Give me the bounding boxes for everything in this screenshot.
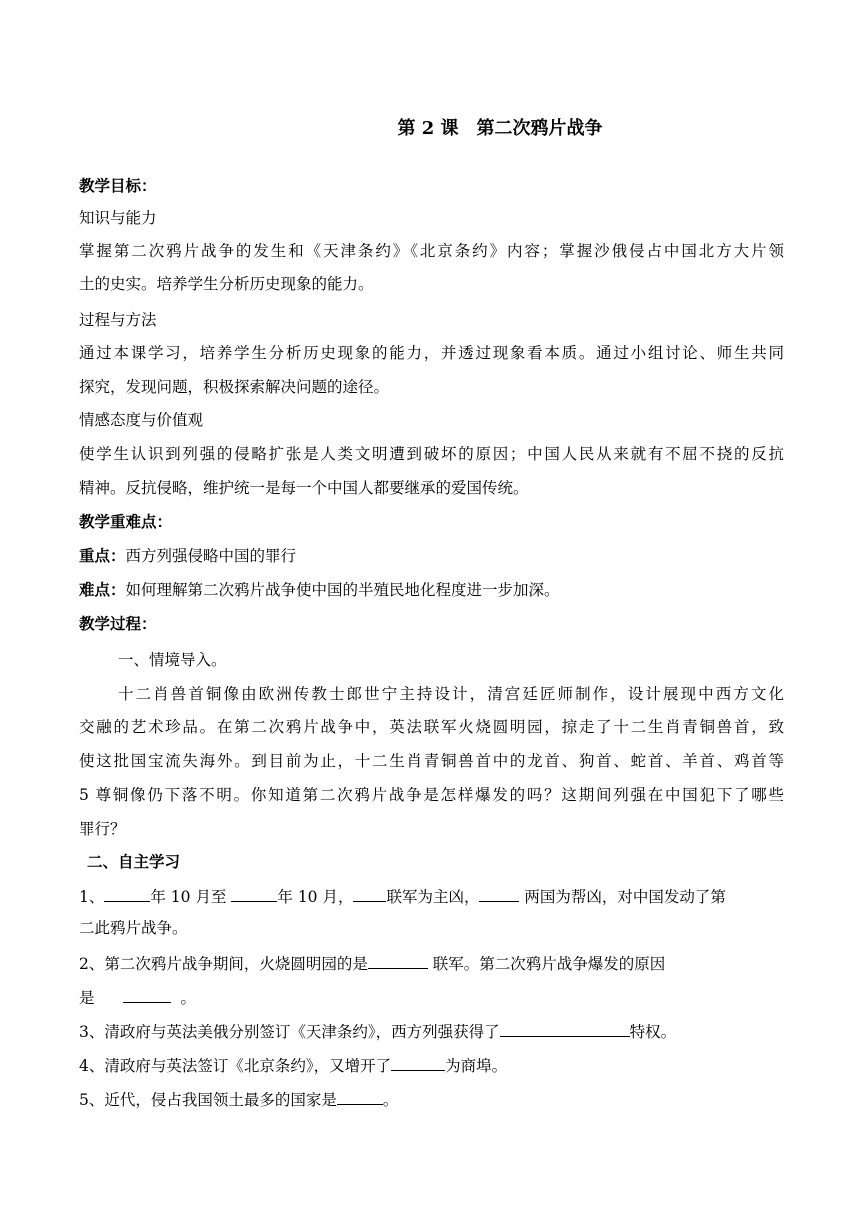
answer-blank[interactable]	[479, 886, 519, 902]
intro-line-5: 罪行？	[79, 820, 126, 838]
self-study-title: 二、自主学习	[87, 852, 181, 871]
question-3	[79, 1021, 784, 1042]
emotion-line-1: 使学生认识到列强的侵略扩张是人类文明遭到破坏的原因；中国人民从来就有不屈不挠的反抗	[79, 445, 784, 463]
question-5-text-b: 。	[382, 1091, 399, 1109]
answer-blank[interactable]	[104, 886, 150, 902]
process-method-line-2: 探究，发现问题，积极探索解决问题的途径。	[79, 378, 390, 396]
intro-line-4: 5 尊铜像仍下落不明。你知道第二次鸦片战争是怎样爆发的吗？这期间列强在中国犯下了哪些	[79, 786, 784, 804]
question-1-text-b: 年 10 月，	[277, 888, 354, 906]
key-point-text: 西方列强侵略中国的罪行	[125, 547, 297, 565]
question-3-text-a: 3、清政府与英法美俄分别签订《天津条约》，西方列强获得了	[79, 1023, 500, 1041]
answer-blank[interactable]	[353, 886, 386, 902]
question-5	[79, 1089, 784, 1110]
question-2	[79, 953, 784, 974]
answer-blank[interactable]	[391, 1055, 445, 1071]
process-heading: 教学过程：	[79, 614, 157, 633]
question-2-text-d: 。	[180, 989, 197, 1007]
emotion-label: 情感态度与价值观	[79, 411, 204, 429]
intro-line-3: 使这批国宝流失海外。到目前为止，十二生肖青铜兽首中的龙首、狗首、蛇首、羊首、鸡首等	[79, 752, 784, 770]
objectives-heading: 教学目标：	[79, 176, 157, 195]
answer-blank[interactable]	[337, 1089, 383, 1105]
intro-title: 一、情境导入。	[118, 651, 227, 669]
question-1-line-2: 二此鸦片战争。	[79, 919, 188, 937]
difficult-point	[79, 580, 784, 600]
knowledge-text-line-2: 土的史实。培养学生分析历史现象的能力。	[79, 275, 374, 293]
process-method-label: 过程与方法	[79, 311, 157, 329]
question-4-text-b: 为商埠。	[445, 1057, 508, 1075]
difficult-point-label: 难点：	[79, 580, 126, 599]
question-3-text-b: 特权。	[629, 1023, 677, 1041]
question-2-text-a: 2、第二次鸦片战争期间，火烧圆明园的是	[79, 955, 368, 973]
lesson-title: 第 2 课 第二次鸦片战争	[397, 118, 603, 139]
question-1-text-c: 联军为主凶，	[386, 888, 480, 906]
answer-blank[interactable]	[368, 953, 428, 969]
process-method-line-1: 通过本课学习，培养学生分析历史现象的能力，并透过现象看本质。通过小组讨论、师生共同	[79, 344, 784, 362]
key-points-heading: 教学重难点：	[79, 512, 173, 531]
emotion-line-2: 精神。反抗侵略，维护统一是每一个中国人都要继承的爱国传统。	[79, 479, 529, 497]
answer-blank[interactable]	[123, 987, 171, 1003]
answer-blank[interactable]	[500, 1021, 630, 1037]
answer-blank[interactable]	[231, 886, 277, 902]
question-5-text-a: 5、近代，侵占我国领土最多的国家是	[79, 1091, 337, 1109]
question-4	[79, 1055, 784, 1076]
question-2-text-b: 联军。第二次鸦片战争爆发的原因	[427, 955, 666, 973]
knowledge-label: 知识与能力	[79, 209, 157, 227]
knowledge-text-line-1: 掌握第二次鸦片战争的发生和《天津条约》《北京条约》内容；掌握沙俄侵占中国北方大片领	[79, 242, 784, 260]
question-4-text-a: 4、清政府与英法签订《北京条约》，又增开了	[79, 1057, 392, 1075]
question-1	[79, 886, 784, 907]
question-1-text-a: 年 10 月至	[150, 888, 232, 906]
question-2-text-c: 是	[79, 989, 95, 1007]
key-point	[79, 546, 784, 566]
key-point-label: 重点：	[79, 546, 126, 565]
intro-line-2: 交融的艺术珍品。在第二次鸦片战争中，英法联军火烧圆明园，掠走了十二生肖青铜兽首，致	[79, 718, 784, 736]
difficult-point-text: 如何理解第二次鸦片战争使中国的半殖民地化程度进一步加深。	[125, 581, 560, 599]
intro-line-1: 十二肖兽首铜像由欧洲传教士郎世宁主持设计，清宫廷匠师制作，设计展现中西方文化	[118, 685, 784, 703]
question-1-text-d: 两国为帮凶，对中国发动了第	[519, 888, 726, 906]
question-1-number: 1、	[79, 888, 105, 906]
question-2-line-2	[79, 987, 784, 1008]
